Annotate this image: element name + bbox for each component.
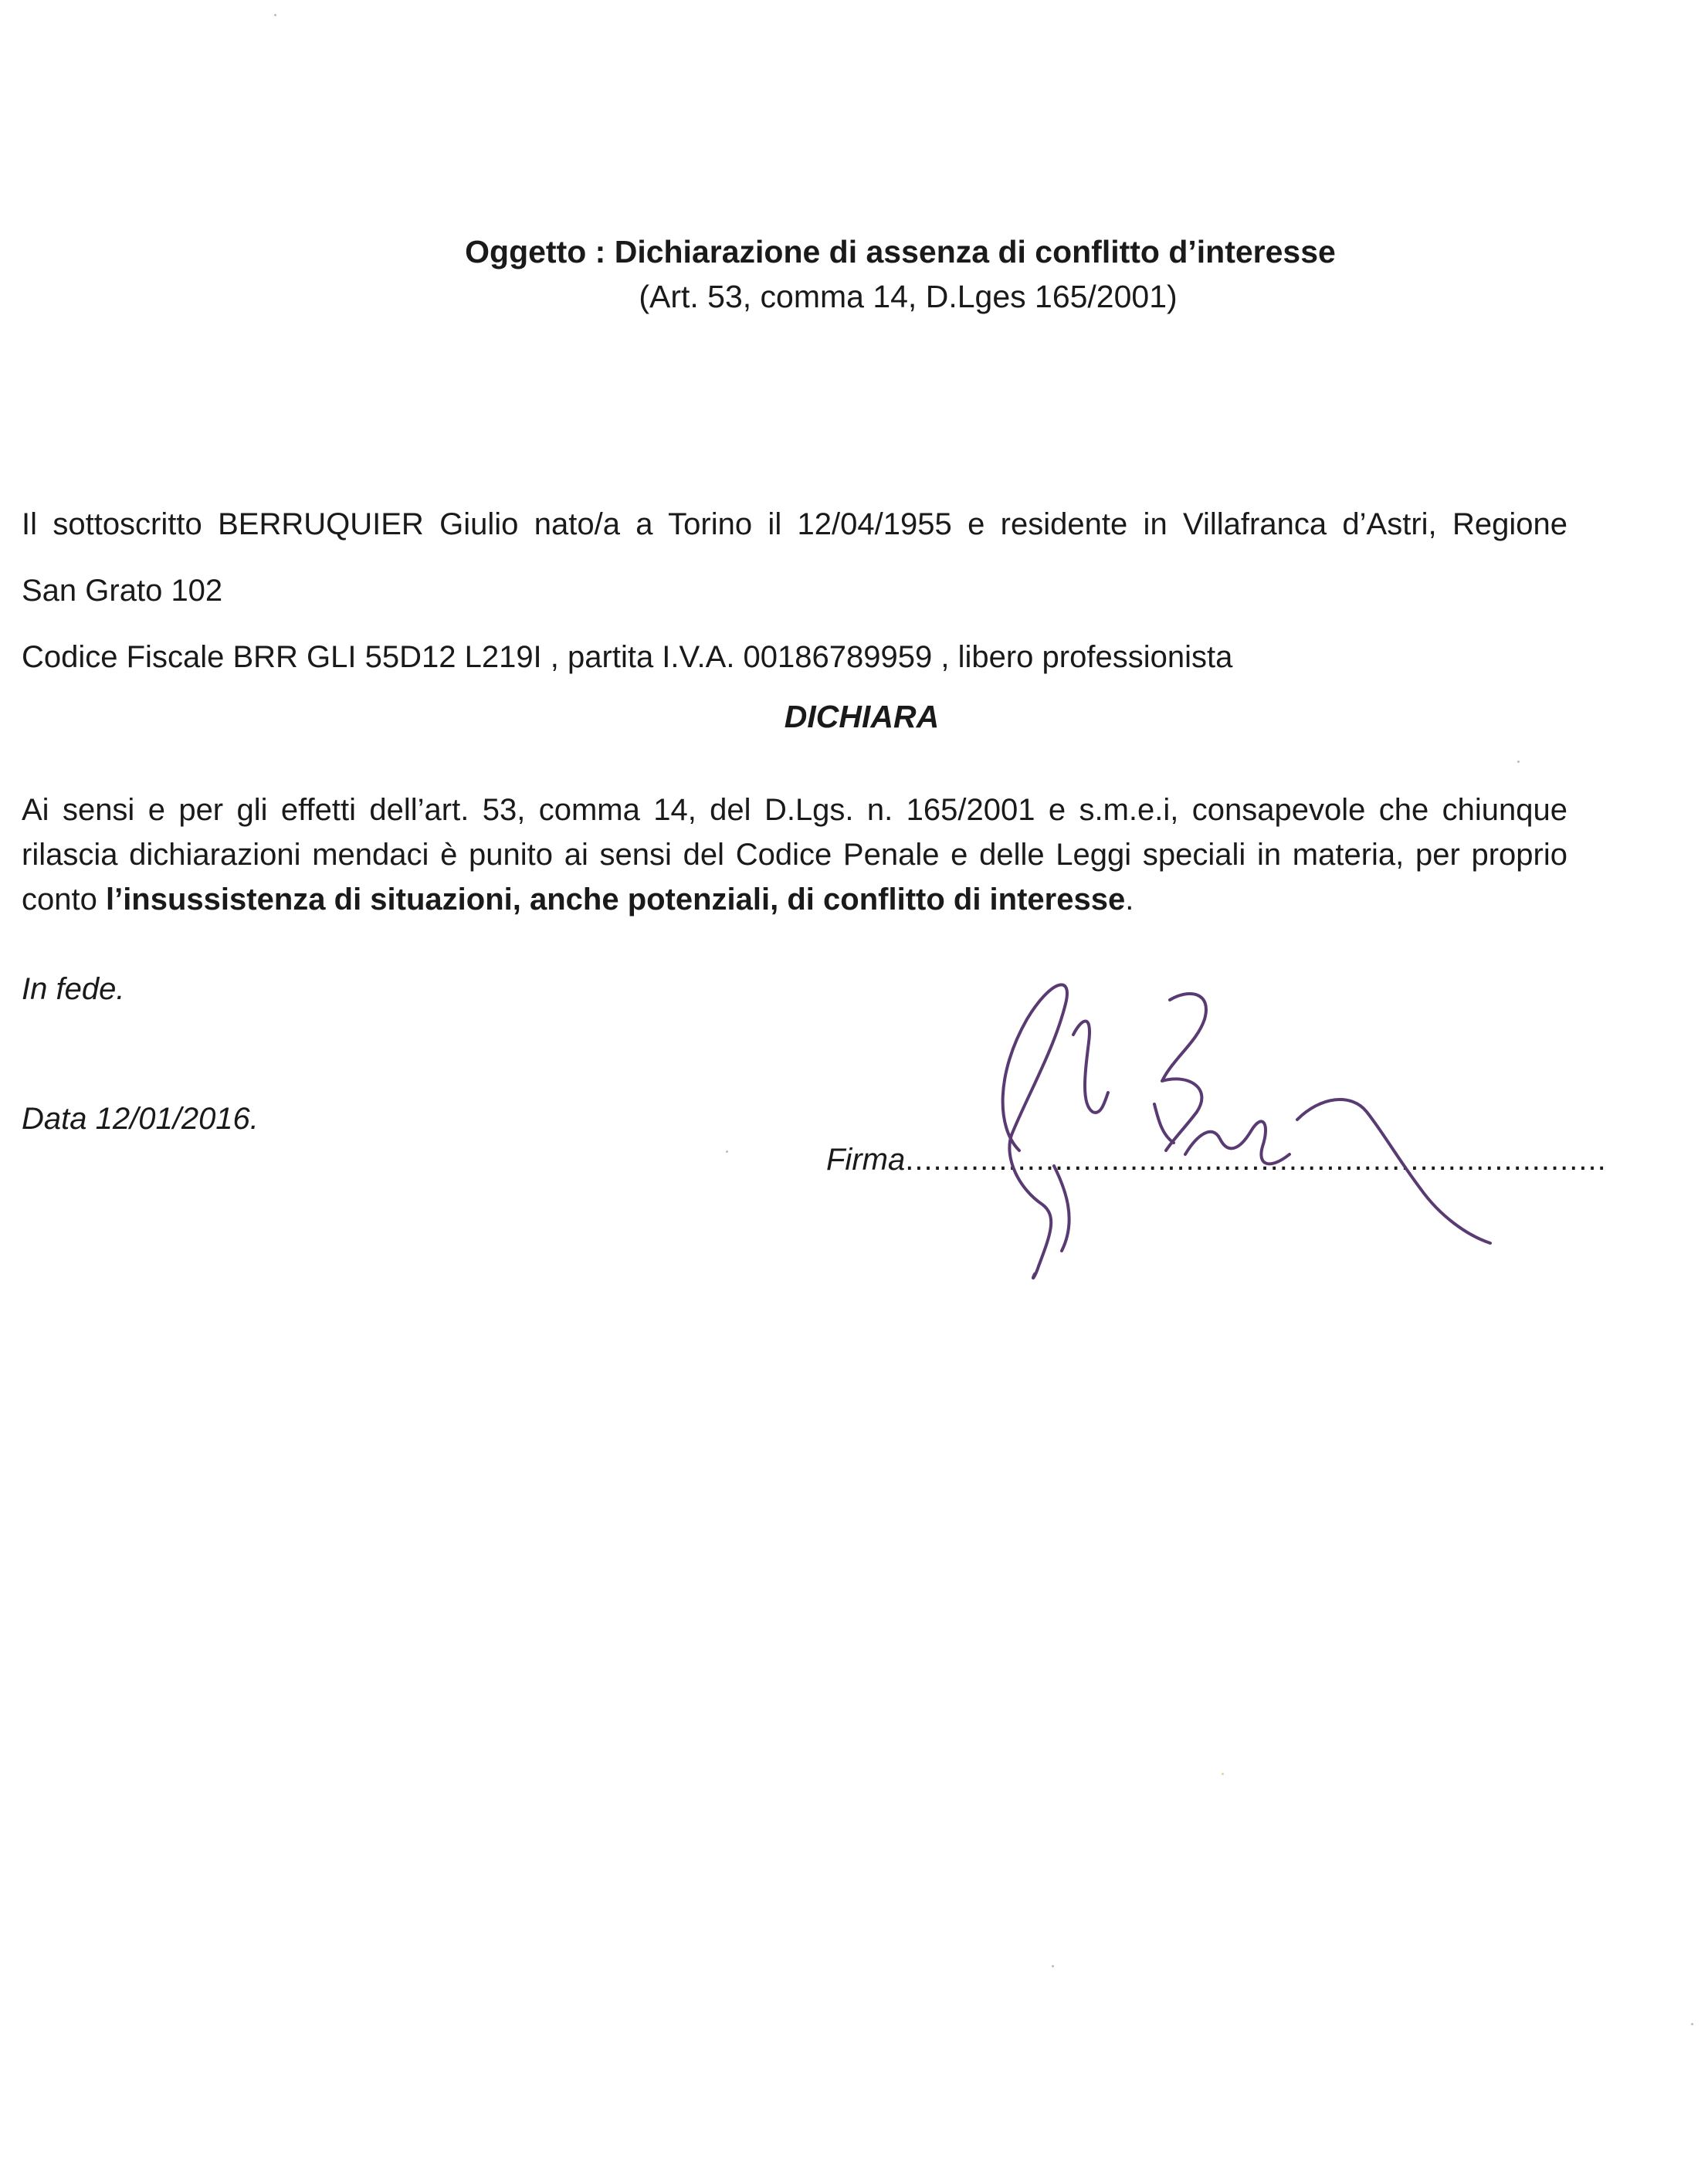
declarant-line-2: San Grato 102	[22, 574, 223, 608]
declaration-heading: DICHIARA	[784, 699, 940, 734]
date-text: Data 12/01/2016.	[22, 1102, 259, 1136]
body-line-2: rilascia dichiarazioni mendaci è punito ai sensi del Codice Penale e delle Leggi speciali in materia, per proprio	[22, 838, 1567, 872]
signature-dots: ...........................................................................	[905, 1143, 1607, 1177]
scan-speck	[1691, 2023, 1693, 2025]
body-line-1: Ai sensi e per gli effetti dell’art. 53, comma 14, del D.Lgs. n. 165/2001 e s.m.e.i, consapevole che chiunque	[22, 793, 1567, 827]
declarant-line-1: Il sottoscritto BERRUQUIER Giulio nato/a a Torino il 12/04/1955 e residente in Villafranca d’Astri, Regione	[22, 507, 1567, 541]
signature-stroke-2	[1073, 1022, 1108, 1113]
declarant-line-3: Codice Fiscale BRR GLI 55D12 L219I , partita I.V.A. 00186789959 , libero professionista	[22, 640, 1233, 674]
handwritten-signature	[965, 957, 1506, 1305]
subject-title: Oggetto : Dichiarazione di assenza di conflitto d’interesse	[465, 234, 1336, 269]
signature-stroke-5	[1154, 1104, 1174, 1143]
closing-text: In fede.	[22, 972, 125, 1006]
signature-stroke-3	[1054, 1166, 1069, 1251]
signature-stroke-7	[1297, 1100, 1490, 1243]
body-line-3-emphasis: l’insussistenza di situazioni, anche potenziali, di conflitto di interesse	[105, 883, 1126, 917]
body-line-3-suffix: .	[1125, 883, 1134, 917]
signature-stroke-4	[1162, 994, 1206, 1150]
signature-label: Firma	[826, 1143, 906, 1177]
signature-stroke-1	[1003, 984, 1067, 1278]
scan-speck	[1222, 1773, 1224, 1775]
scan-speck	[274, 14, 276, 16]
subject-reference: (Art. 53, comma 14, D.Lges 165/2001)	[639, 279, 1178, 314]
scan-speck	[1517, 761, 1520, 763]
signature-stroke-6	[1185, 1121, 1289, 1164]
scan-speck	[726, 1150, 728, 1153]
scan-speck	[1052, 1965, 1054, 1967]
body-line-3	[22, 877, 1134, 922]
body-line-3-prefix: conto	[22, 883, 106, 917]
